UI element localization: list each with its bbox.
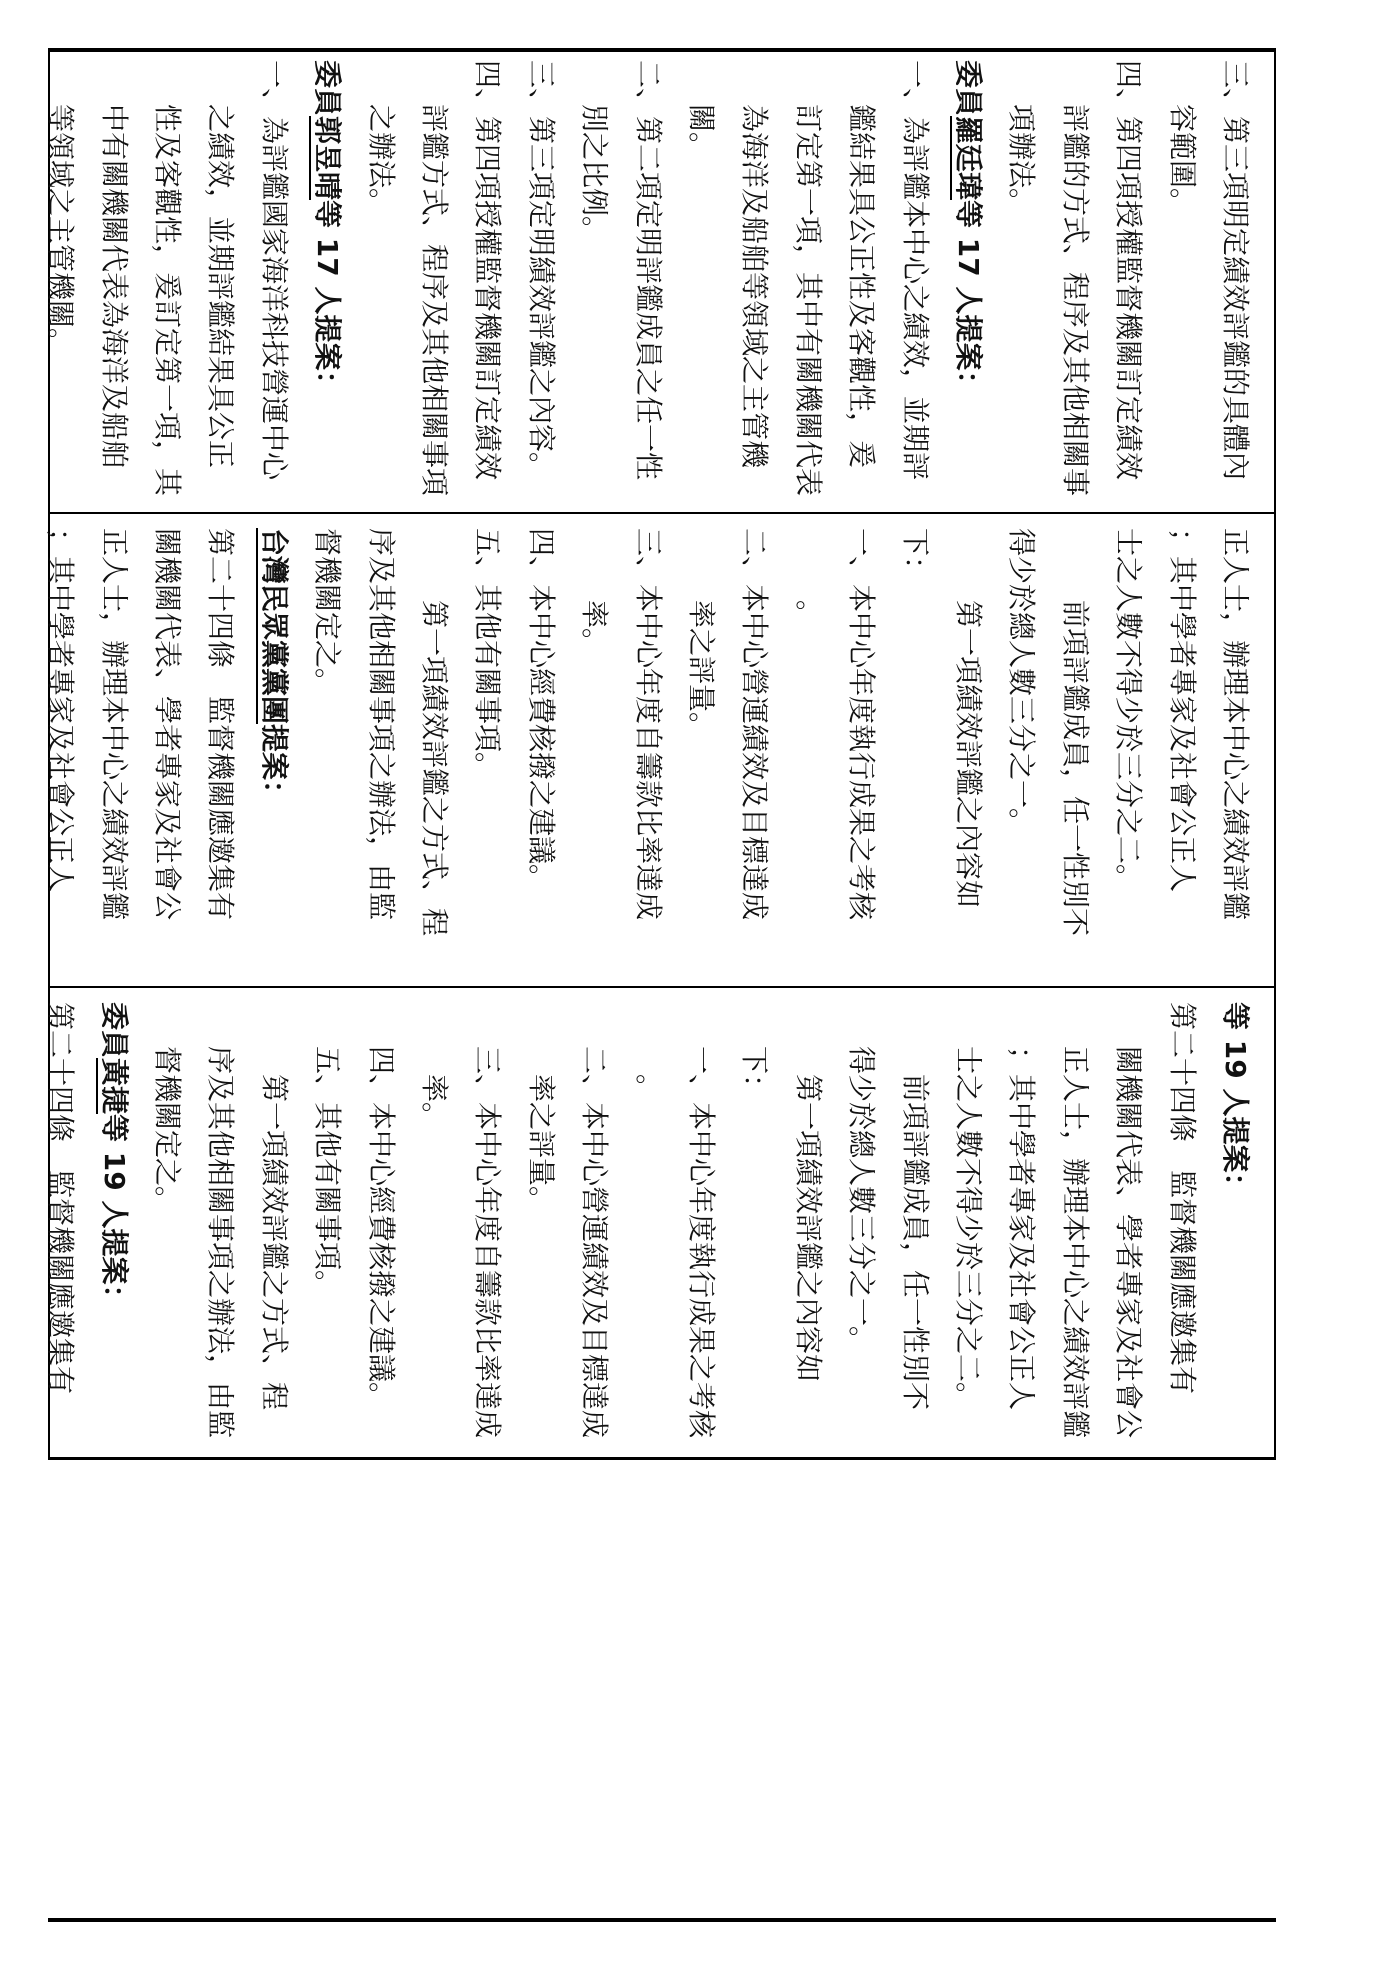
text-line: 第一項績效評鑑之方式、程	[418, 600, 451, 937]
heading-suffix: 等 17 人提案：	[952, 200, 985, 399]
text-line: 項辦法。	[1005, 104, 1039, 217]
text-line: 率之評量。	[685, 600, 718, 741]
section-divider-lower	[48, 986, 1276, 988]
text-line: 士之人數不得少於三分之二。	[952, 1046, 985, 1411]
text-line: 下：	[738, 1046, 772, 1103]
text-line: 四、第四項授權監督機關訂定績效	[1112, 60, 1146, 481]
proposer-name: 郭昱晴	[311, 116, 345, 201]
text-line: 督機關定之。	[151, 1046, 184, 1215]
text-line: 為海洋及船舶等領域之主管機	[738, 104, 772, 469]
proposal-heading	[247, 528, 301, 808]
text-line: 。	[631, 1074, 665, 1103]
section-top-text	[44, 50, 1276, 530]
proposal-heading	[941, 60, 995, 399]
text-line: 四、第四項授權監督機關訂定績效	[471, 60, 505, 481]
proposal-heading	[300, 60, 354, 399]
heading-suffix: 提案：	[257, 724, 291, 809]
text-line: 得少於總人數三分之一。	[845, 1046, 879, 1355]
text-line: 三、第三項定明績效評鑑之內容。	[524, 60, 558, 481]
text-line: 關。	[685, 104, 718, 161]
text-line: 五、其他有關事項。	[471, 528, 505, 781]
text-line: 三、第三項明定績效評鑑的具體內	[1219, 60, 1252, 481]
text-line: 率。	[578, 600, 612, 657]
text-line: 正人士，辦理本中心之績效評鑑	[97, 528, 131, 921]
text-line: 一、為評鑑國家海洋科技營運中心	[257, 60, 291, 481]
text-line: 第一項績效評鑑之內容如	[791, 1074, 825, 1383]
text-line: 四、本中心經費核撥之建議。	[524, 528, 558, 893]
text-line: 中有關機關代表為海洋及船舶	[97, 104, 131, 469]
section-middle	[44, 516, 1276, 986]
text-line: 率之評量。	[524, 1074, 558, 1215]
text-line: 四、本中心經費核撥之建議。	[364, 1046, 398, 1411]
section-top	[44, 50, 1276, 512]
section-bottom	[44, 990, 1276, 1458]
section-middle-text	[44, 516, 1276, 996]
text-line: 容範圍。	[1165, 104, 1199, 217]
text-line: 二、本中心營運績效及目標達成	[738, 528, 772, 921]
proposer-name: 黃捷	[97, 1058, 131, 1115]
text-line: 前項評鑑成員，任一性別不	[1058, 600, 1092, 937]
text-line: 鑑結果具公正性及客觀性，爰	[845, 104, 879, 469]
text-line: 第二十四條 監督機關應邀集有	[1165, 1002, 1199, 1395]
heading-suffix: 等 19 人提案：	[1219, 1002, 1252, 1201]
section-bottom-text	[44, 990, 1276, 1470]
text-line: ；其中學者專家及社會公正人	[44, 528, 78, 893]
text-line: 士之人數不得少於三分之二。	[1112, 528, 1146, 893]
document-body	[44, 50, 1276, 1458]
text-line: 正人士，辦理本中心之績效評鑑	[1219, 528, 1252, 921]
text-line: 等領域之主管機關。	[44, 104, 78, 357]
text-line: 關機關代表、學者專家及社會公	[151, 528, 184, 921]
heading-suffix: 等 17 人提案：	[311, 200, 345, 399]
text-line: 下：	[898, 528, 932, 585]
text-line: 評鑑方式、程序及其他相關事項	[418, 104, 451, 497]
proposer-name: 台灣民眾黨黨團	[257, 528, 291, 725]
text-line: 第二十四條 監督機關應邀集有	[204, 528, 238, 921]
text-line: 正人士，辦理本中心之績效評鑑	[1058, 1046, 1092, 1439]
proposal-heading	[1208, 1002, 1262, 1200]
text-line: 。	[791, 600, 825, 629]
footer-rule	[48, 1918, 1276, 1922]
text-line: 別之比例。	[578, 104, 612, 245]
text-line: ；其中學者專家及社會公正人	[1005, 1046, 1039, 1411]
text-line: 一、本中心年度執行成果之考核	[685, 1046, 718, 1439]
heading-prefix: 委員	[97, 1002, 131, 1059]
text-line: 關機關代表、學者專家及社會公	[1112, 1046, 1146, 1439]
text-line: 第一項績效評鑑之內容如	[952, 600, 985, 909]
text-line: 得少於總人數三分之一。	[1005, 528, 1039, 837]
text-line: 序及其他相關事項之辦法，由監	[204, 1046, 238, 1439]
text-line: 一、為評鑑本中心之績效，並期評	[898, 60, 932, 481]
text-line: 一、本中心年度執行成果之考核	[845, 528, 879, 921]
proposal-heading	[87, 1002, 141, 1313]
text-line: 性及客觀性，爰訂定第一項，其	[151, 104, 184, 497]
proposer-name: 羅廷瑋	[952, 116, 985, 201]
text-line: 五、其他有關事項。	[311, 1046, 345, 1299]
text-line: 率。	[418, 1074, 451, 1131]
text-line: 二、第二項定明評鑑成員之任一性	[631, 60, 665, 481]
text-line: 之績效，並期評鑑結果具公正	[204, 104, 238, 469]
text-line: ；其中學者專家及社會公正人	[1165, 528, 1199, 893]
section-divider-upper	[48, 512, 1276, 514]
text-line: 訂定第一項，其中有關機關代表	[791, 104, 825, 497]
text-line: 督機關定之。	[311, 528, 345, 697]
text-line: 前項評鑑成員，任一性別不	[898, 1074, 932, 1411]
text-line: 第一項績效評鑑之方式、程	[257, 1074, 291, 1411]
heading-suffix: 等 19 人提案：	[97, 1114, 131, 1313]
heading-prefix: 委員	[311, 60, 345, 117]
text-line: 三、本中心年度自籌款比率達成	[631, 528, 665, 921]
text-line: 第二十四條 監督機關應邀集有	[44, 1002, 78, 1395]
heading-prefix: 委員	[952, 60, 985, 117]
text-line: 序及其他相關事項之辦法，由監	[364, 528, 398, 921]
text-line: 三、本中心年度自籌款比率達成	[471, 1046, 505, 1439]
text-line: 二、本中心營運績效及目標達成	[578, 1046, 612, 1439]
text-line: 評鑑的方式、程序及其他相關事	[1058, 104, 1092, 497]
text-line: 之辦法。	[364, 104, 398, 217]
